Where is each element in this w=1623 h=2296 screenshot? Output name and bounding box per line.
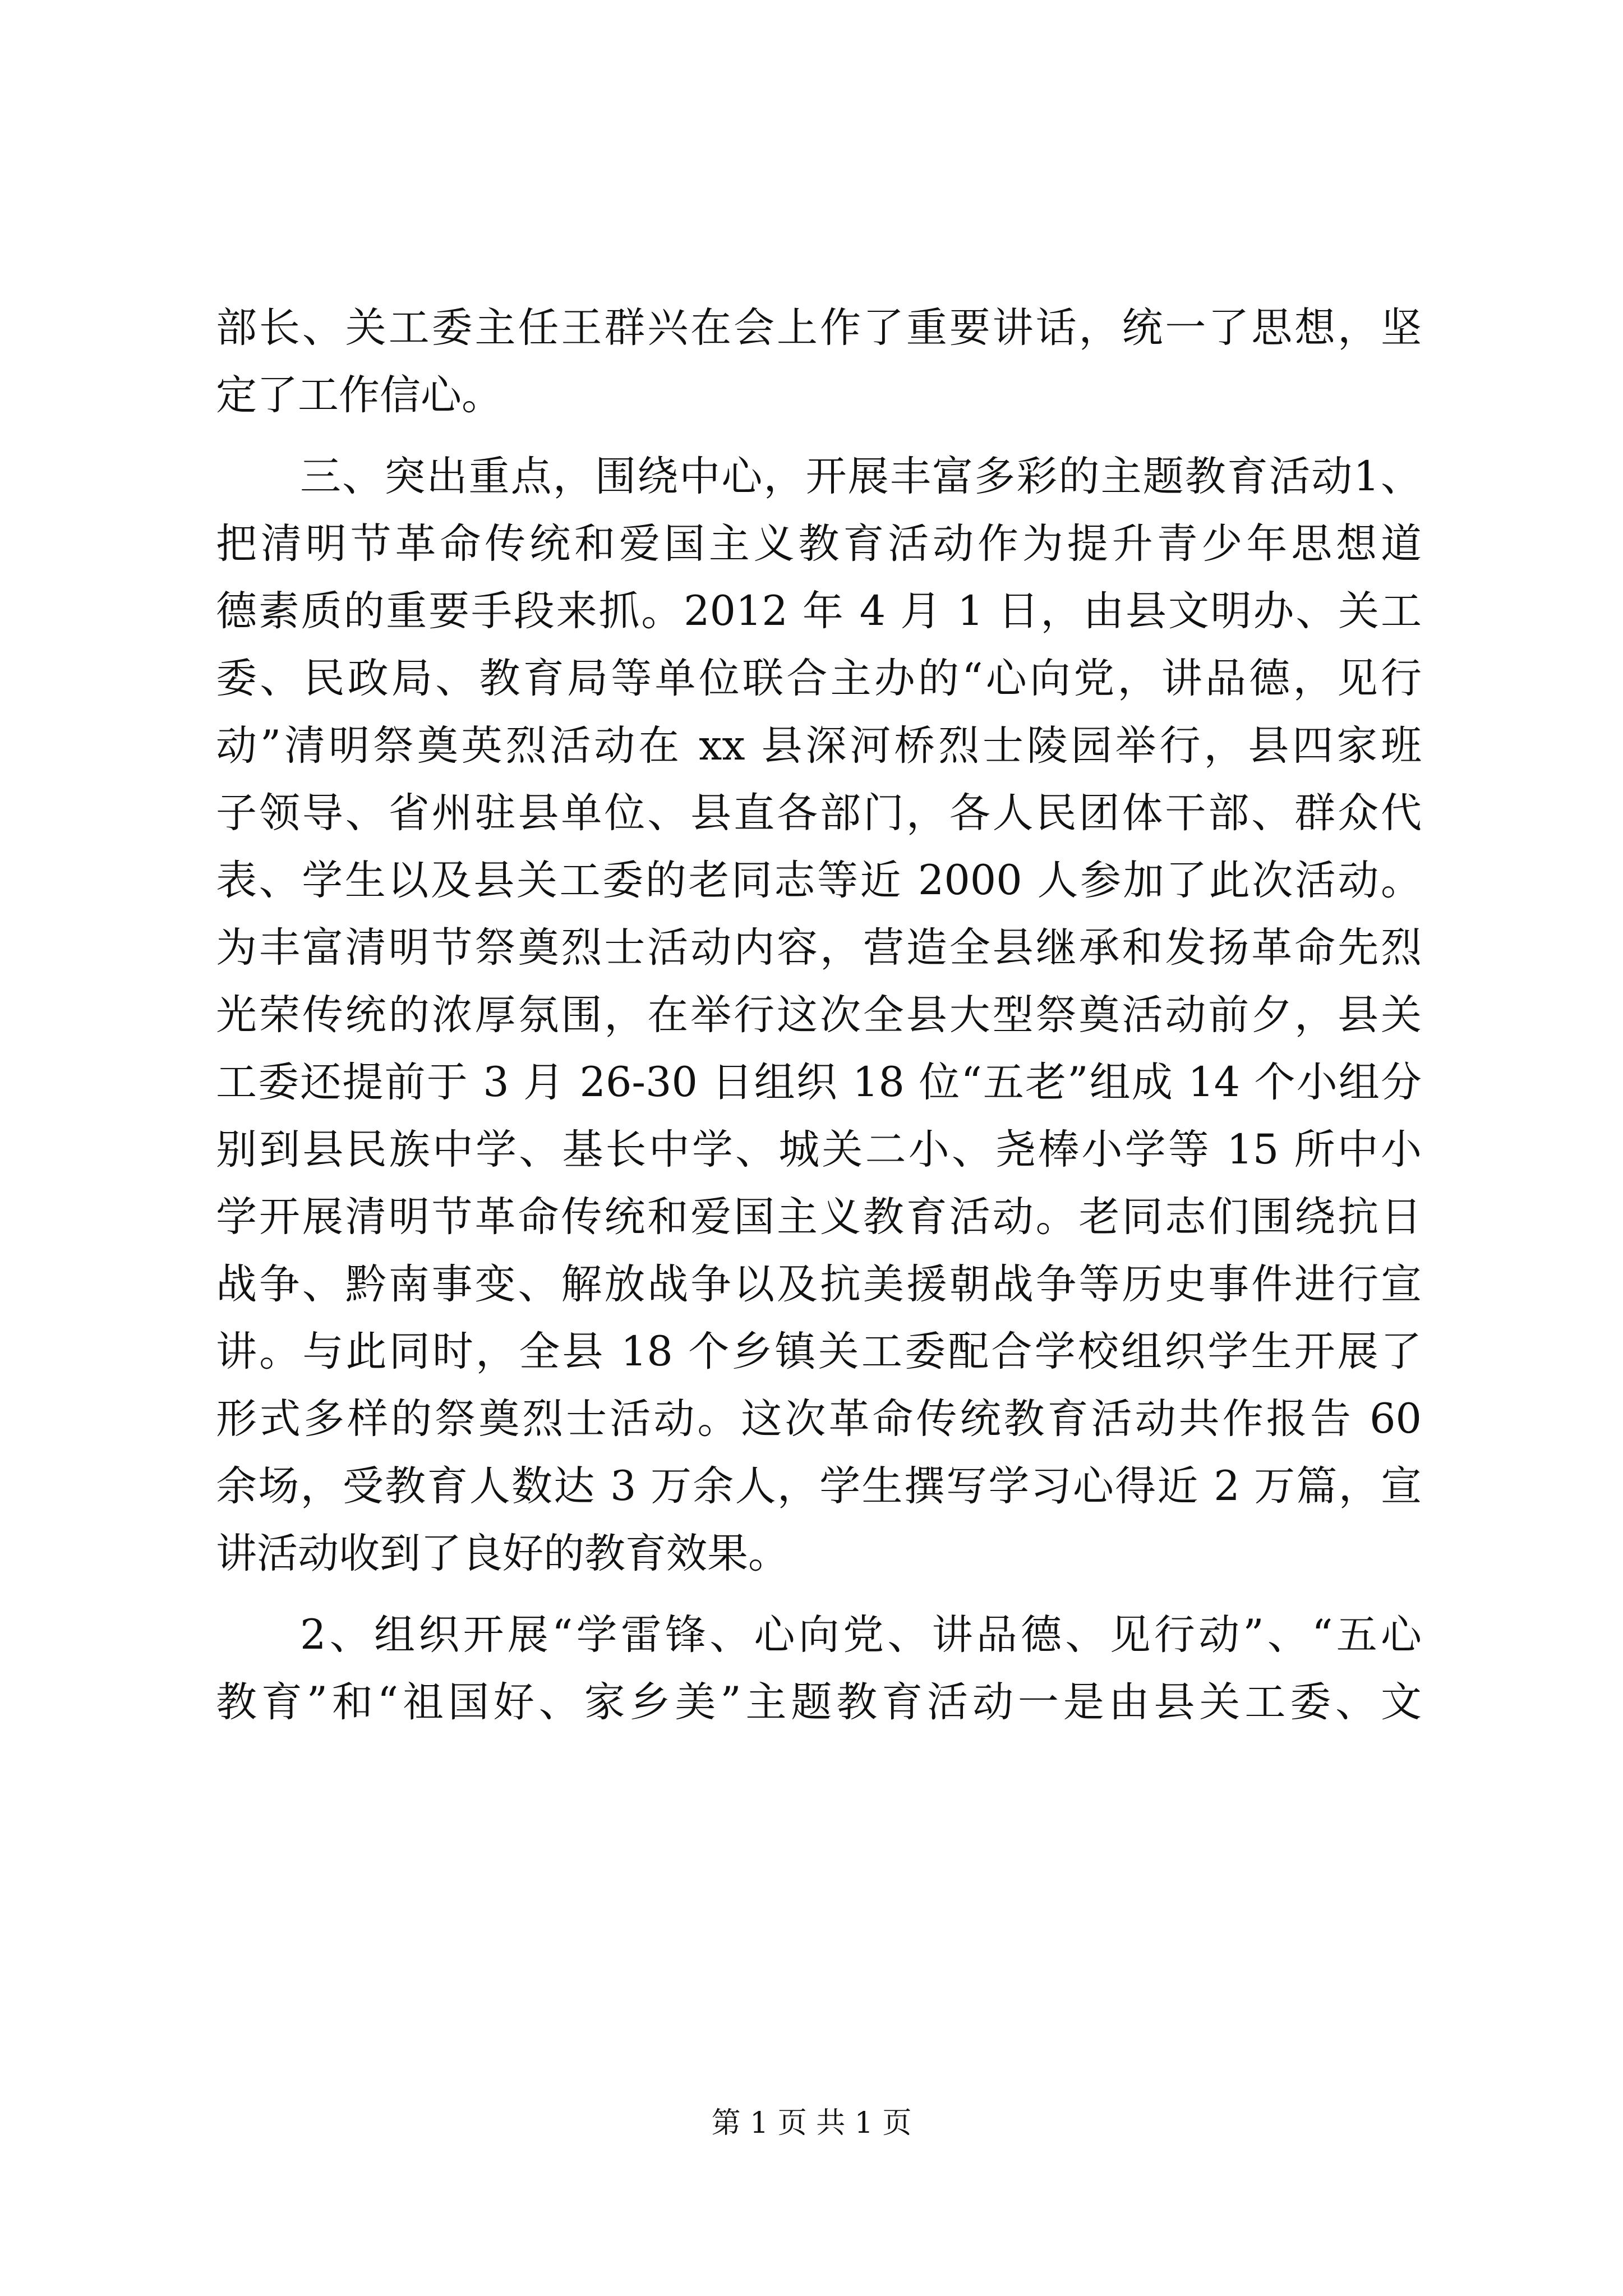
- body-line-11: 光荣传统的浓厚氛围，在举行这次全县大型祭奠活动前夕，县关: [216, 991, 1422, 1039]
- body-line-8: 子领导、省州驻县单位、县直各部门，各人民团体干部、群众代: [216, 789, 1422, 837]
- body-line-9: 表、学生以及县关工委的老同志等近 2000 人参加了此次活动。: [216, 857, 1422, 904]
- body-line-12: 工委还提前于 3 月 26-30 日组织 18 位“五老”组成 14 个小组分: [216, 1059, 1422, 1106]
- body-line-10: 为丰富清明节祭奠烈士活动内容，营造全县继承和发扬革命先烈: [216, 924, 1422, 972]
- body-line-19: 讲活动收到了良好的教育效果。: [216, 1530, 789, 1577]
- body-line-2: 定了工作信心。: [216, 371, 502, 419]
- body-line-3: 三、突出重点，围绕中心，开展丰富多彩的主题教育活动1、: [300, 453, 1422, 500]
- body-line-15: 战争、黔南事变、解放战争以及抗美援朝战争等历史事件进行宣: [216, 1260, 1422, 1308]
- body-line-14: 学开展清明节革命传统和爱国主义教育活动。老同志们围绕抗日: [216, 1193, 1422, 1241]
- body-line-6: 委、民政局、教育局等单位联合主办的“心向党，讲品德，见行: [216, 655, 1422, 702]
- body-line-5: 德素质的重要手段来抓。2012 年 4 月 1 日，由县文明办、关工: [216, 587, 1422, 635]
- body-line-1: 部长、关工委主任王群兴在会上作了重要讲话，统一了思想，坚: [216, 304, 1422, 352]
- body-line-21: 教育”和“祖国好、家乡美”主题教育活动一是由县关工委、文: [216, 1678, 1422, 1726]
- body-line-13: 别到县民族中学、基长中学、城关二小、尧棒小学等 15 所中小: [216, 1126, 1422, 1174]
- body-line-7: 动”清明祭奠英烈活动在 xx 县深河桥烈士陵园举行，县四家班: [216, 722, 1422, 770]
- page-footer: 第 1 页 共 1 页: [711, 2106, 912, 2140]
- body-line-20: 2、组织开展“学雷锋、心向党、讲品德、见行动”、“五心: [300, 1611, 1422, 1659]
- body-line-16: 讲。与此同时，全县 18 个乡镇关工委配合学校组织学生开展了: [216, 1328, 1422, 1375]
- body-line-4: 把清明节革命传统和爱国主义教育活动作为提升青少年思想道: [216, 520, 1422, 568]
- body-line-18: 余场，受教育人数达 3 万余人，学生撰写学习心得近 2 万篇，宣: [216, 1462, 1422, 1510]
- body-line-17: 形式多样的祭奠烈士活动。这次革命传统教育活动共作报告 60: [216, 1395, 1422, 1443]
